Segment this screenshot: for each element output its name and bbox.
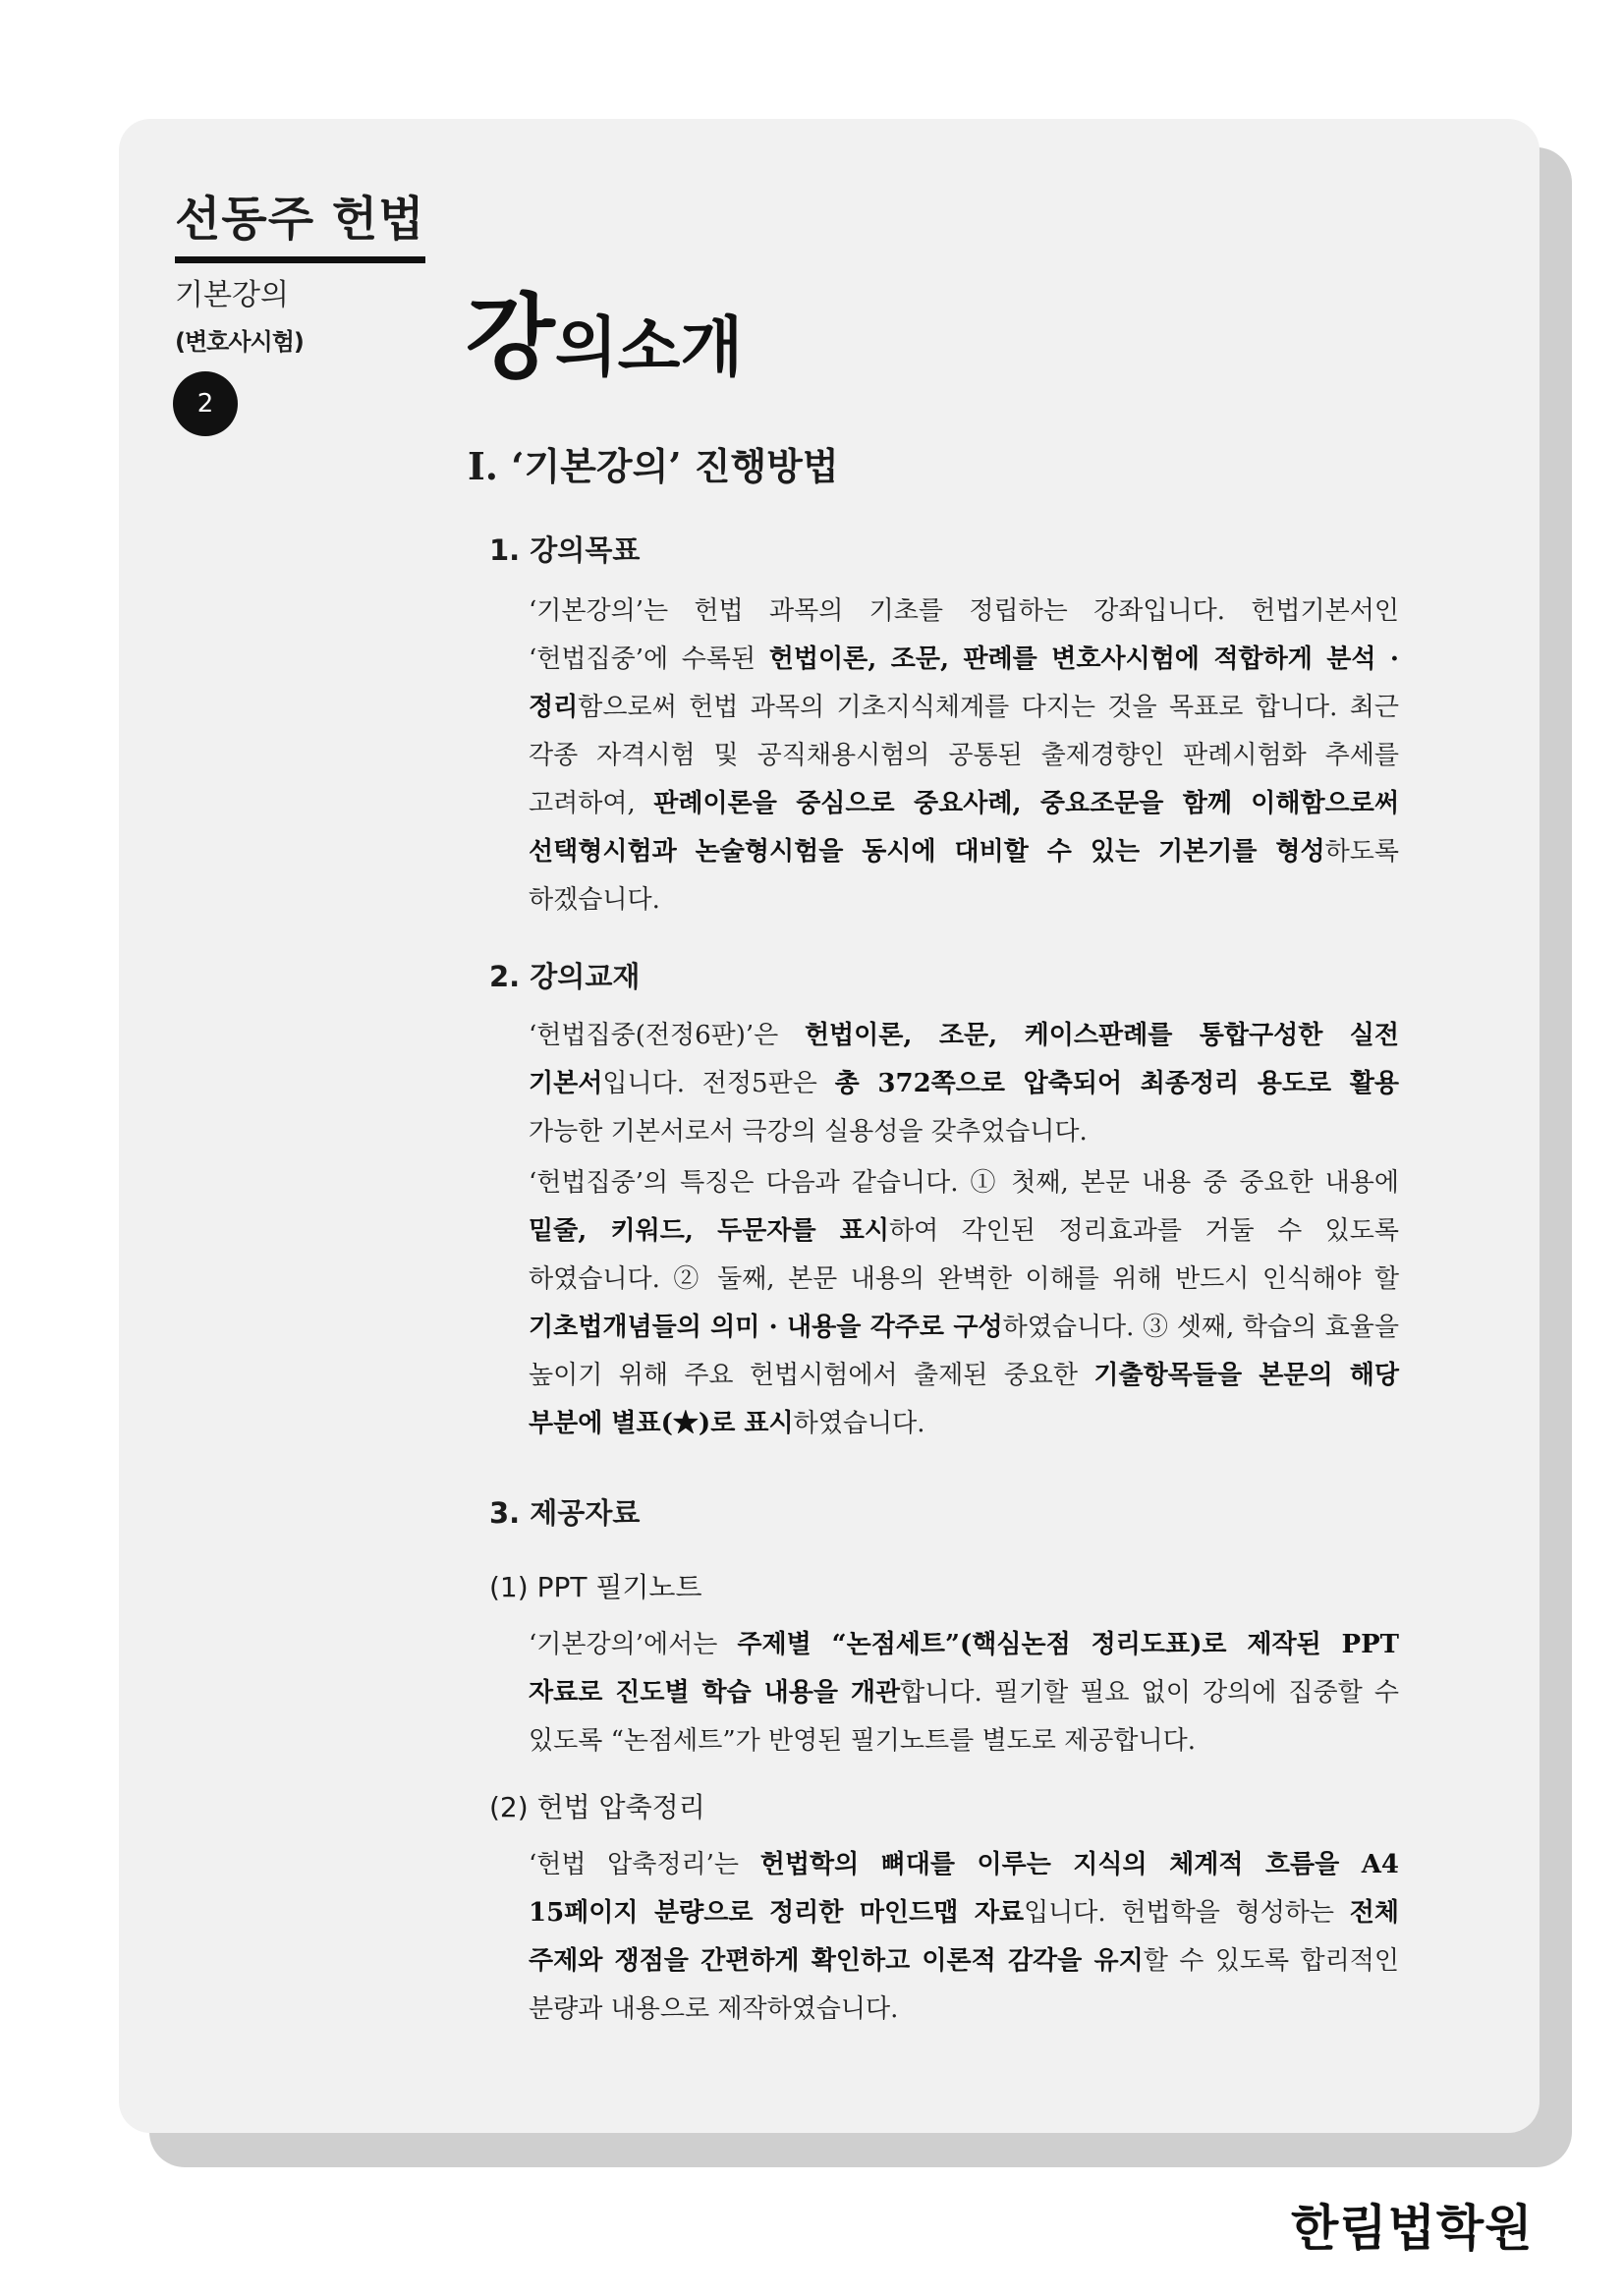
emphasis-text: 전체 주제와 쟁점을 간편하게 확인하고 이론적 감각을 유지 [529,1898,1399,1976]
body-text: ‘헌법집중’의 특징은 다음과 같습니다. ① 첫째, 본문 내용 중 중요한 내용에 [529,1168,1399,1198]
body-text: 하였습니다. ③ 셋째, 학습의 효율을 높이기 위해 주요 헌법시험에서 출제된 중요한 [529,1313,1399,1390]
body-text: 하도록 하겠습니다. [529,837,1399,915]
body-text: ‘기본강의’에서는 [529,1630,738,1659]
emphasis-text: 총 372쪽으로 압축되어 최종정리 용도로 활용 [834,1069,1399,1098]
course-brand-title: 선동주 헌법 [175,181,425,263]
body-text: 함으로써 헌법 과목의 기초지식체계를 다지는 것을 목표로 합니다. 최근 각종 자격시험 및 공직채용시험의 공통된 출제경향인 판례시험화 추세를 고려하여, [529,693,1399,818]
emphasis-text: 밑줄, 키워드, 두문자를 표시 [529,1216,890,1246]
emphasis-text: 주제별 “논점세트”(핵심논점 정리도표)로 제작된 PPT 자료로 진도별 학습 내용을 개관 [529,1630,1400,1708]
page-number-badge: 2 [173,371,238,436]
material-item-heading-summary: (2) 헌법 압축정리 [489,1791,705,1823]
exam-type-label: (변호사시험) [175,328,304,356]
body-text: 하여 각인된 정리효과를 거둘 수 있도록 하였습니다. ② 둘째, 본문 내용의 완벽한 이해를 위해 반드시 인식해야 할 [529,1216,1399,1294]
body-text: 입니다. 전정5판은 [602,1069,835,1098]
body-text: 하였습니다. [793,1409,925,1438]
subsection-heading-goal: 1. 강의목표 [489,533,641,567]
subsection-heading-materials: 3. 제공자료 [489,1496,641,1530]
page-title [466,263,743,396]
body-text: 가능한 기본서로서 극강의 실용성을 갖추었습니다. [529,1117,1088,1147]
subsection-heading-textbook: 2. 강의교재 [489,960,641,993]
emphasis-text: 기초법개념들의 의미 · 내용을 각주로 구성 [529,1313,1003,1342]
emphasis-text: 헌법이론, 조문, 케이스판례를 통합구성한 실전 기본서 [529,1021,1399,1098]
section-heading: Ⅰ. ‘기본강의’ 진행방법 [468,444,839,488]
emphasis-text: 판례이론을 중심으로 중요사례, 중요조문을 함께 이해함으로써 선택형시험과 논술형시험을 동시에 대비할 수 있는 기본기를 형성 [529,789,1400,867]
ppt-paragraph [529,1621,1399,1765]
textbook-paragraph-2 [529,1159,1399,1448]
page-title-initial: 강 [466,284,555,392]
goal-paragraph [529,588,1399,924]
body-text: ‘헌법집중(전정6판)’은 [529,1021,805,1050]
emphasis-text: 기출항목들을 본문의 해당 부분에 별표(★)로 표시 [529,1361,1399,1438]
body-text: 할 수 있도록 합리적인 분량과 내용으로 제작하였습니다. [529,1946,1399,2024]
material-item-heading-ppt: (1) PPT 필기노트 [489,1571,702,1603]
academy-logo: 한림법학원 [1291,2200,1534,2257]
body-text: ‘기본강의’는 헌법 과목의 기초를 정립하는 강좌입니다. 헌법기본서인 ‘헌법집중’에 수록된 [529,596,1399,674]
body-text: 입니다. 헌법학을 형성하는 [1024,1898,1350,1928]
course-type-label: 기본강의 [175,278,289,312]
body-text: 합니다. 필기할 필요 없이 강의에 집중할 수 있도록 “논점세트”가 반영된 필기노트를 별도로 제공합니다. [529,1678,1400,1756]
page-title-rest: 의소개 [554,308,744,385]
body-text: ‘헌법 압축정리’는 [529,1850,760,1879]
textbook-paragraph-1 [529,1012,1399,1156]
summary-paragraph [529,1841,1399,2034]
emphasis-text: 헌법학의 뼈대를 이루는 지식의 체계적 흐름을 A4 15페이지 분량으로 정리한 마인드맵 자료 [529,1850,1400,1928]
emphasis-text: 헌법이론, 조문, 판례를 변호사시험에 적합하게 분석 · 정리 [529,644,1399,722]
